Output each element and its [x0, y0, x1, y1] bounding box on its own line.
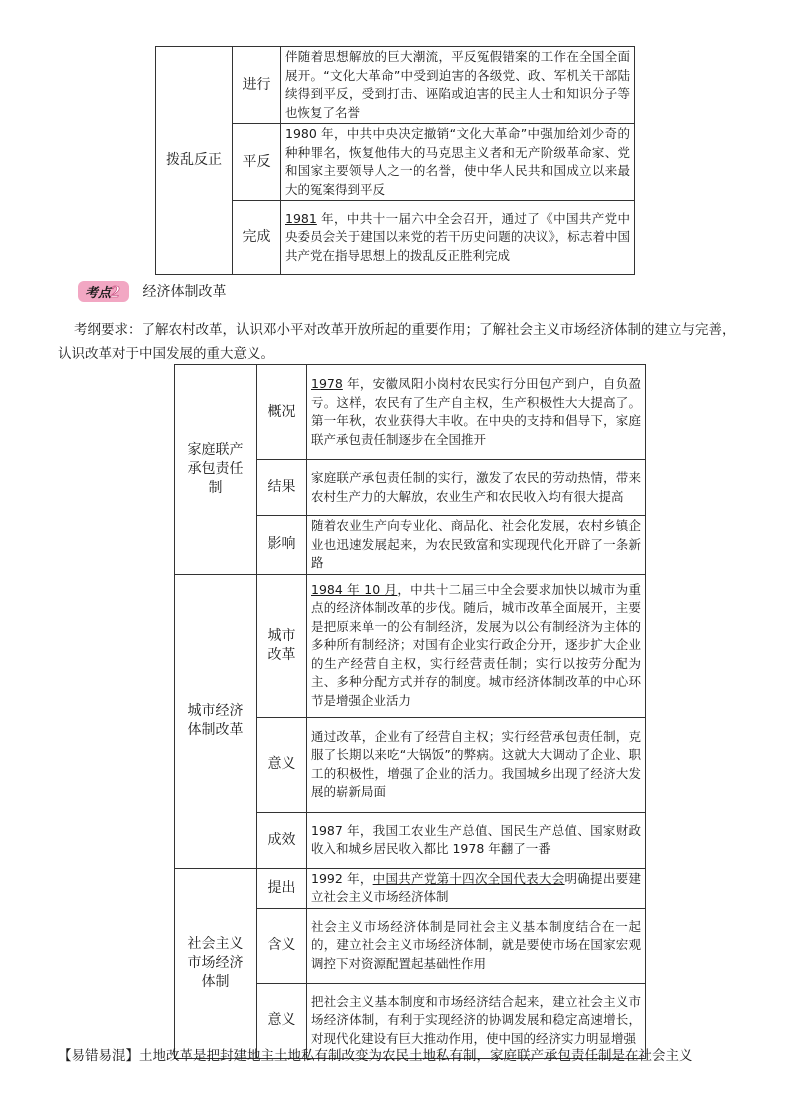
note-label: 【易错易混】	[58, 1048, 139, 1064]
section-heading	[78, 280, 227, 302]
row-label: 城市改革	[257, 574, 307, 717]
row-content: 把社会主义基本制度和市场经济结合起来，建立社会主义市场经济体制，有利于实现经济的协调发展和稳定高速增长，对现代化建设有巨大推动作用，使中国的经济实力明显增强	[307, 983, 646, 1058]
reform-table-bolu	[155, 46, 635, 275]
row-label: 提出	[257, 868, 307, 908]
row-content: 伴随着思想解放的巨大潮流，平反冤假错案的工作在全国全面展开。“文化大革命”中受到迫害的各级党、政、军机关干部陆续得到平反，受到打击、诬陷或迫害的民主人士和知识分子等也恢复了名誉	[281, 47, 635, 124]
row-label: 完成	[233, 201, 281, 275]
row-content: 1987 年，我国工农业生产总值、国民生产总值、国家财政收入和城乡居民收入都比 1978 年翻了一番	[307, 812, 646, 868]
row-label: 平反	[233, 124, 281, 201]
category-cell: 家庭联产承包责任制	[175, 365, 257, 575]
row-label: 概况	[257, 365, 307, 460]
requirement-paragraph: 考纲要求：了解农村改革，认识邓小平对改革开放所起的重要作用；了解社会主义市场经济体制的建立与完善，认识改革对于中国发展的重大意义。	[58, 322, 736, 362]
row-content: 家庭联产承包责任制的实行，激发了农民的劳动热情，带来农村生产力的大解放，农业生产和农民收入均有很大提高	[307, 460, 646, 516]
row-content: 随着农业生产向专业化、商品化、社会化发展，农村乡镇企业也迅速发展起来，为农民致富和实现现代化开辟了一条新路	[307, 516, 646, 575]
note-text: 土地改革是把封建地主土地私有制改变为农民土地私有制，家庭联产承包责任制是在社会主义	[139, 1048, 693, 1064]
row-label: 含义	[257, 908, 307, 983]
row-label: 成效	[257, 812, 307, 868]
row-label: 结果	[257, 460, 307, 516]
row-content: 1978 年，安徽凤阳小岗村农民实行分田包产到户，自负盈亏。这样，农民有了生产自主权，生产积极性大大提高了。第一年秋，农业获得大丰收。在中央的支持和倡导下，家庭联产承包责任制逐步在全国推开	[307, 365, 646, 460]
category-cell: 拨乱反正	[156, 47, 233, 275]
row-content: 1984 年 10 月，中共十二届三中全会要求加快以城市为重点的经济体制改革的步伐。随后，城市改革全面展开，主要是把原来单一的公有制经济，发展为以公有制经济为主体的多种所有制经济；对国有企业实行政企分开，逐步扩大企业的生产经营自主权，实行经营责任制；实行以按劳分配为主、多种分配方式并存的制度。城市经济体制改革的中心环节是增强企业活力	[307, 574, 646, 717]
row-label: 意义	[257, 983, 307, 1058]
category-cell: 城市经济体制改革	[175, 574, 257, 868]
row-label: 进行	[233, 47, 281, 124]
row-label: 意义	[257, 717, 307, 812]
error-prone-note	[58, 1045, 758, 1067]
row-content: 社会主义市场经济体制是同社会主义基本制度结合在一起的，建立社会主义市场经济体制，就是要使市场在国家宏观调控下对资源配置起基础性作用	[307, 908, 646, 983]
category-cell: 社会主义市场经济体制	[175, 868, 257, 1058]
row-content: 1980 年，中共中央决定撤销“文化大革命”中强加给刘少奇的种种罪名，恢复他伟大的马克思主义者和无产阶级革命家、党和国家主要领导人之一的名誉，使中华人民共和国成立以来最大的冤案得到平反	[281, 124, 635, 201]
row-content: 1981 年，中共十一届六中全会召开，通过了《中国共产党中央委员会关于建国以来党的若干历史问题的决议》，标志着中国共产党在指导思想上的拨乱反正胜利完成	[281, 201, 635, 275]
kaodian-badge: 考点2	[78, 281, 129, 302]
reform-table-economy	[174, 364, 646, 1059]
section-title: 经济体制改革	[142, 284, 227, 300]
row-content: 1992 年，中国共产党第十四次全国代表大会明确提出要建立社会主义市场经济体制	[307, 868, 646, 908]
row-label: 影响	[257, 516, 307, 575]
row-content: 通过改革，企业有了经营自主权；实行经营承包责任制，克服了长期以来吃“大锅饭”的弊病。这就大大调动了企业、职工的积极性，增强了企业的活力。我国城乡出现了经济大发展的崭新局面	[307, 717, 646, 812]
